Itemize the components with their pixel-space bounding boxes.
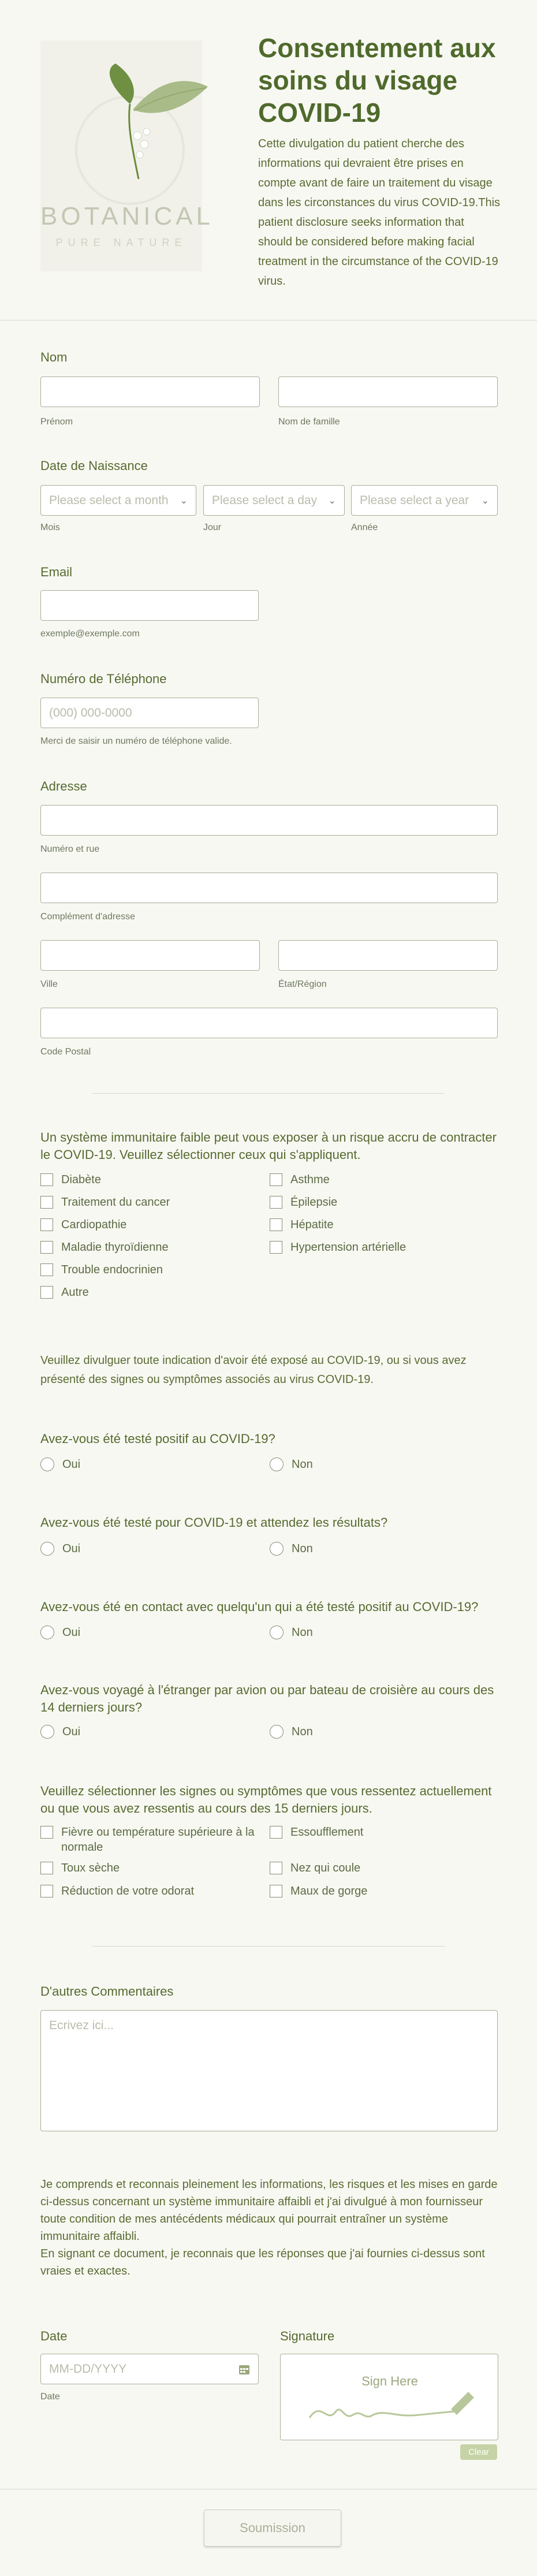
phone-placeholder: (000) 000-0000 [49, 706, 132, 720]
section-divider [92, 1093, 445, 1094]
birth-month-sublabel: Mois [40, 523, 60, 532]
leaf-icon [75, 64, 214, 196]
street-input[interactable] [40, 805, 498, 836]
comments-placeholder: Ecrivez ici... [49, 2019, 114, 2032]
chevron-down-icon: ⌄ [180, 495, 188, 506]
first-name-input[interactable] [40, 376, 260, 407]
date-label: Date [40, 2329, 68, 2343]
chevron-down-icon: ⌄ [481, 495, 489, 506]
checkbox[interactable] [270, 1218, 282, 1231]
date-placeholder: MM-DD/YYYY [49, 2362, 127, 2376]
consent-text: Je comprends et reconnais pleinement les informations, les risques et les mises en garde ci-dessus concernant un système immunitaire affaibli et j'ai divulgué à mon fournisseur toute condition de mes antécédents médicaux qui pourrait entraîner un système immunitaire affaibli. En signant ce document, je reconnais que les réponses que j'ai fournies ci-dessus sont vraies et exactes. [40, 2178, 498, 2277]
contact-yes[interactable]: Oui [40, 1626, 80, 1639]
city-sublabel: Ville [40, 979, 58, 989]
birth-day-select[interactable] [203, 485, 345, 516]
checkbox[interactable] [270, 1885, 282, 1897]
address-label: Adresse [40, 779, 87, 793]
name-label: Nom [40, 350, 68, 364]
signature-label: Signature [280, 2329, 335, 2343]
submit-button[interactable]: Soumission [204, 2510, 341, 2547]
email-label: Email [40, 565, 73, 579]
checkbox[interactable] [40, 1885, 53, 1897]
immune-option[interactable]: Trouble endocrinien [40, 1262, 163, 1277]
first-name-sublabel: Prénom [40, 417, 73, 427]
immune-option[interactable]: Diabète [40, 1172, 101, 1187]
tested-positive-question: Avez-vous été testé positif au COVID-19? [40, 1431, 275, 1446]
symptom-option[interactable]: Fièvre ou température supérieure à la normale [40, 1825, 266, 1855]
birth-year-placeholder: Please select a year [360, 493, 469, 507]
radio-button[interactable] [270, 1626, 284, 1639]
sign-here-text: Sign Here [361, 2374, 418, 2388]
section-divider [92, 1946, 445, 1947]
logo-text: BOTANICAL [40, 202, 214, 230]
awaiting-results-yes[interactable]: Oui [40, 1542, 80, 1556]
comments-label: D'autres Commentaires [40, 1984, 174, 1999]
street2-sublabel: Complément d'adresse [40, 912, 136, 922]
travel-no[interactable]: Non [270, 1725, 313, 1739]
checkbox[interactable] [270, 1173, 282, 1186]
contact-no[interactable]: Non [270, 1626, 313, 1639]
checkbox[interactable] [40, 1196, 53, 1209]
radio-button[interactable] [270, 1542, 284, 1556]
travel-yes[interactable]: Oui [40, 1725, 80, 1739]
last-name-input[interactable] [278, 376, 498, 407]
calendar-icon[interactable] [238, 2363, 250, 2375]
radio-button[interactable] [270, 1457, 284, 1471]
contact-question: Avez-vous été en contact avec quelqu'un qui a été testé positif au COVID-19? [40, 1600, 479, 1614]
zip-sublabel: Code Postal [40, 1047, 91, 1057]
symptom-option[interactable]: Maux de gorge [270, 1884, 367, 1899]
radio-button[interactable] [40, 1457, 54, 1471]
signature-pad[interactable] [280, 2354, 498, 2440]
checkbox[interactable] [40, 1218, 53, 1231]
tested-positive-yes[interactable]: Oui [40, 1457, 80, 1471]
zip-input[interactable] [40, 1008, 498, 1038]
symptom-option[interactable]: Nez qui coule [270, 1861, 360, 1876]
checkbox[interactable] [270, 1241, 282, 1254]
street2-input[interactable] [40, 873, 498, 903]
checkbox[interactable] [270, 1862, 282, 1874]
email-sublabel: exemple@exemple.com [40, 629, 140, 639]
immune-option[interactable]: Asthme [270, 1172, 330, 1187]
city-input[interactable] [40, 940, 260, 971]
phone-sublabel: Merci de saisir un numéro de téléphone valide. [40, 736, 232, 746]
tested-positive-no[interactable]: Non [270, 1457, 313, 1471]
checkbox[interactable] [40, 1862, 53, 1874]
date-input[interactable] [40, 2354, 259, 2384]
immune-option[interactable]: Maladie thyroïdienne [40, 1240, 169, 1255]
immune-option[interactable]: Traitement du cancer [40, 1195, 170, 1210]
brand-logo [40, 40, 214, 271]
symptom-option[interactable]: Toux sèche [40, 1861, 120, 1876]
checkbox[interactable] [270, 1826, 282, 1839]
radio-button[interactable] [270, 1725, 284, 1739]
birth-date-label: Date de Naissance [40, 458, 148, 473]
comments-textarea[interactable] [40, 2010, 498, 2131]
symptoms-question: Veuillez sélectionner les signes ou symptômes que vous ressentez actuellement ou que vous avez ressentis au cours des 15 derniers jours. [40, 1784, 492, 1815]
street-sublabel: Numéro et rue [40, 844, 100, 854]
email-input[interactable] [40, 590, 259, 621]
phone-label: Numéro de Téléphone [40, 672, 167, 686]
date-sublabel: Date [40, 2392, 60, 2402]
immune-question: Un système immunitaire faible peut vous exposer à un risque accru de contracter le COVID-19. Veuillez sélectionner ceux qui s'appliquent. [40, 1130, 497, 1162]
travel-question: Avez-vous voyagé à l'étranger par avion ou par bateau de croisière au cours des 14 derniers jours? [40, 1683, 494, 1714]
radio-button[interactable] [40, 1626, 54, 1639]
form-description: Cette divulgation du patient cherche des informations qui devraient être prises en compte avant de faire un traitement du visage dans les circonstances du virus COVID-19.This patient disclosure seeks information that should be considered before making facial treatment in the circumstance of the COVID-19 virus. [258, 137, 501, 288]
immune-option[interactable]: Cardiopathie [40, 1217, 126, 1232]
chevron-down-icon: ⌄ [328, 495, 336, 506]
birth-month-select[interactable] [40, 485, 196, 516]
checkbox[interactable] [40, 1286, 53, 1299]
form-header [0, 0, 537, 320]
birth-month-placeholder: Please select a month [49, 493, 169, 507]
awaiting-results-question: Avez-vous été testé pour COVID-19 et attendez les résultats? [40, 1515, 388, 1530]
birth-day-sublabel: Jour [203, 523, 222, 532]
symptom-option[interactable]: Réduction de votre odorat [40, 1884, 194, 1899]
clear-signature-button[interactable]: Clear [460, 2444, 497, 2460]
immune-option[interactable]: Hépatite [270, 1217, 334, 1232]
form-title: Consentement aux soins du visage COVID-19 [258, 33, 496, 128]
radio-button[interactable] [40, 1542, 54, 1556]
symptom-option[interactable]: Essoufflement [270, 1825, 363, 1840]
birth-year-sublabel: Année [351, 523, 378, 532]
immune-option[interactable]: Autre [40, 1285, 89, 1300]
checkbox[interactable] [270, 1196, 282, 1209]
immune-option[interactable]: Hypertension artérielle [270, 1240, 406, 1255]
birth-day-placeholder: Please select a day [212, 493, 318, 507]
state-input[interactable] [278, 940, 498, 971]
logo-subtext: PURE NATURE [55, 237, 187, 248]
immune-option[interactable]: Épilepsie [270, 1195, 337, 1210]
signature-scribble-icon [304, 2389, 477, 2429]
checkbox[interactable] [40, 1173, 53, 1186]
phone-input[interactable] [40, 698, 259, 728]
exposure-note: Veuillez divulguer toute indication d'avoir été exposé au COVID-19, ou si vous avez présenté des signes ou symptômes associés au virus COVID-19. [40, 1354, 467, 1386]
checkbox[interactable] [40, 1241, 53, 1254]
birth-year-select[interactable] [351, 485, 498, 516]
checkbox[interactable] [40, 1263, 53, 1276]
awaiting-results-no[interactable]: Non [270, 1542, 313, 1556]
last-name-sublabel: Nom de famille [278, 417, 340, 427]
state-sublabel: État/Région [278, 979, 327, 989]
radio-button[interactable] [40, 1725, 54, 1739]
checkbox[interactable] [40, 1826, 53, 1839]
